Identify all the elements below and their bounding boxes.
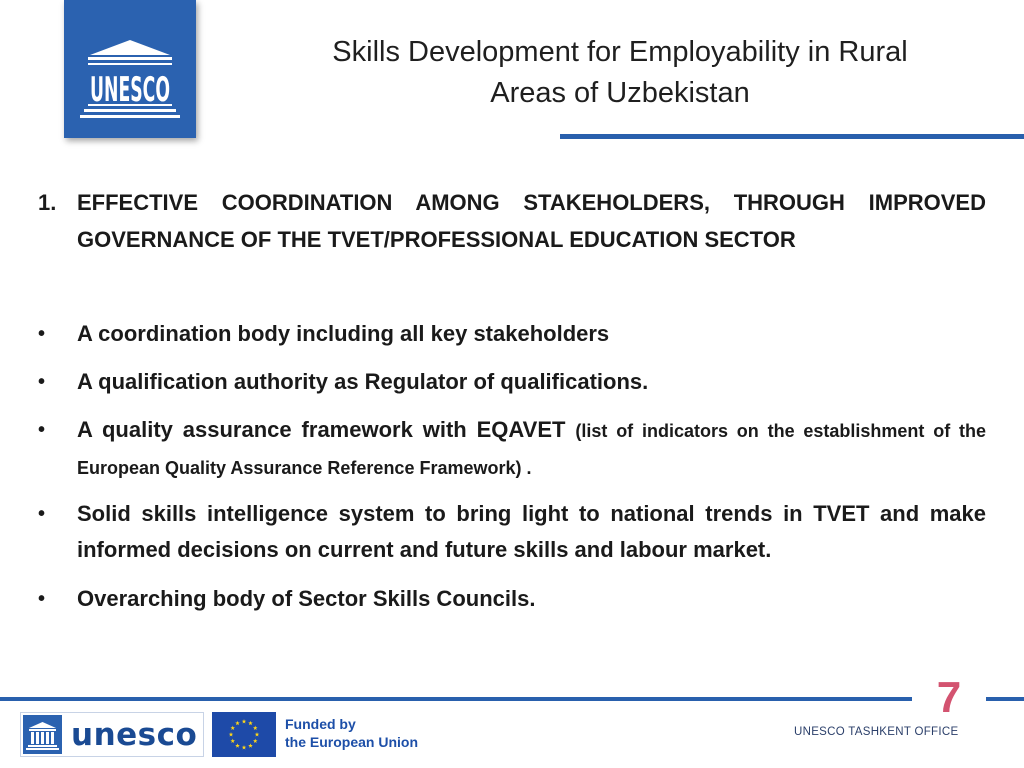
logo-wordmark: UNESCO [90,70,170,110]
eu-star-icon [242,745,247,749]
eu-star-icon [230,726,235,730]
unesco-logo [64,0,196,138]
bullet-text: Solid skills intelligence system to bring light to national trends in TVET and make informed decisions on current and future skills and labour market. [77,501,986,562]
bullet-text: A coordination body including all key stakeholders [77,321,610,346]
eu-flag-icon [212,712,276,757]
bullet-note: (list of indicators on the establishment of the European Quality Assurance Reference Framework) . [77,421,987,478]
eu-star-icon [255,732,260,736]
page-number: 7 [936,673,962,722]
eu-star-icon [235,721,240,725]
funded-line-1: Funded by [285,716,356,732]
bullet-item [38,581,986,617]
unesco-temple-icon [64,0,196,138]
title-divider [560,134,1024,139]
heading-number: 1. [38,190,57,215]
bullet-item [38,364,986,400]
bullet-marker: • [38,503,46,525]
temple-icon [23,715,62,754]
unesco-wordmark: unesco [71,717,198,753]
eu-star-icon [229,732,234,736]
eu-star-icon [248,743,253,747]
eu-star-icon [235,743,240,747]
heading-text: EFFECTIVE COORDINATION AMONG STAKEHOLDERS, THROUGH IMPROVED GOVERNANCE OF THE TVET/PROFESSIONAL EDUCATION SECTOR [77,190,986,252]
footer-divider-left [0,697,912,701]
footer-unesco-logo [20,712,204,757]
bullet-item [38,316,986,352]
eu-star-icon [253,739,258,743]
slide-title [270,32,970,114]
bullet-marker: • [38,323,46,345]
bullet-text-group [77,412,986,486]
bullet-marker: • [38,588,46,610]
eu-star-icon [230,739,235,743]
footer-divider-right [986,697,1024,701]
office-label: UNESCO TASHKENT OFFICE [794,726,959,738]
bullet-text: Overarching body of Sector Skills Councils. [77,586,536,611]
bullet-item [38,496,986,568]
bullet-item [38,412,986,486]
eu-star-icon [248,721,253,725]
eu-star-icon [242,719,247,723]
funding-statement [285,715,418,751]
bullet-text: A qualification authority as Regulator of qualifications. [77,369,649,394]
section-heading [38,184,986,258]
title-line-2: Areas of Uzbekistan [490,77,750,109]
eu-star-icon [253,726,258,730]
title-line-1: Skills Development for Employability in Rural [332,36,908,68]
bullet-marker: • [38,419,46,441]
funded-line-2: the European Union [285,734,418,750]
bullet-text: A quality assurance framework with EQAVET [77,417,566,442]
bullet-marker: • [38,371,46,393]
